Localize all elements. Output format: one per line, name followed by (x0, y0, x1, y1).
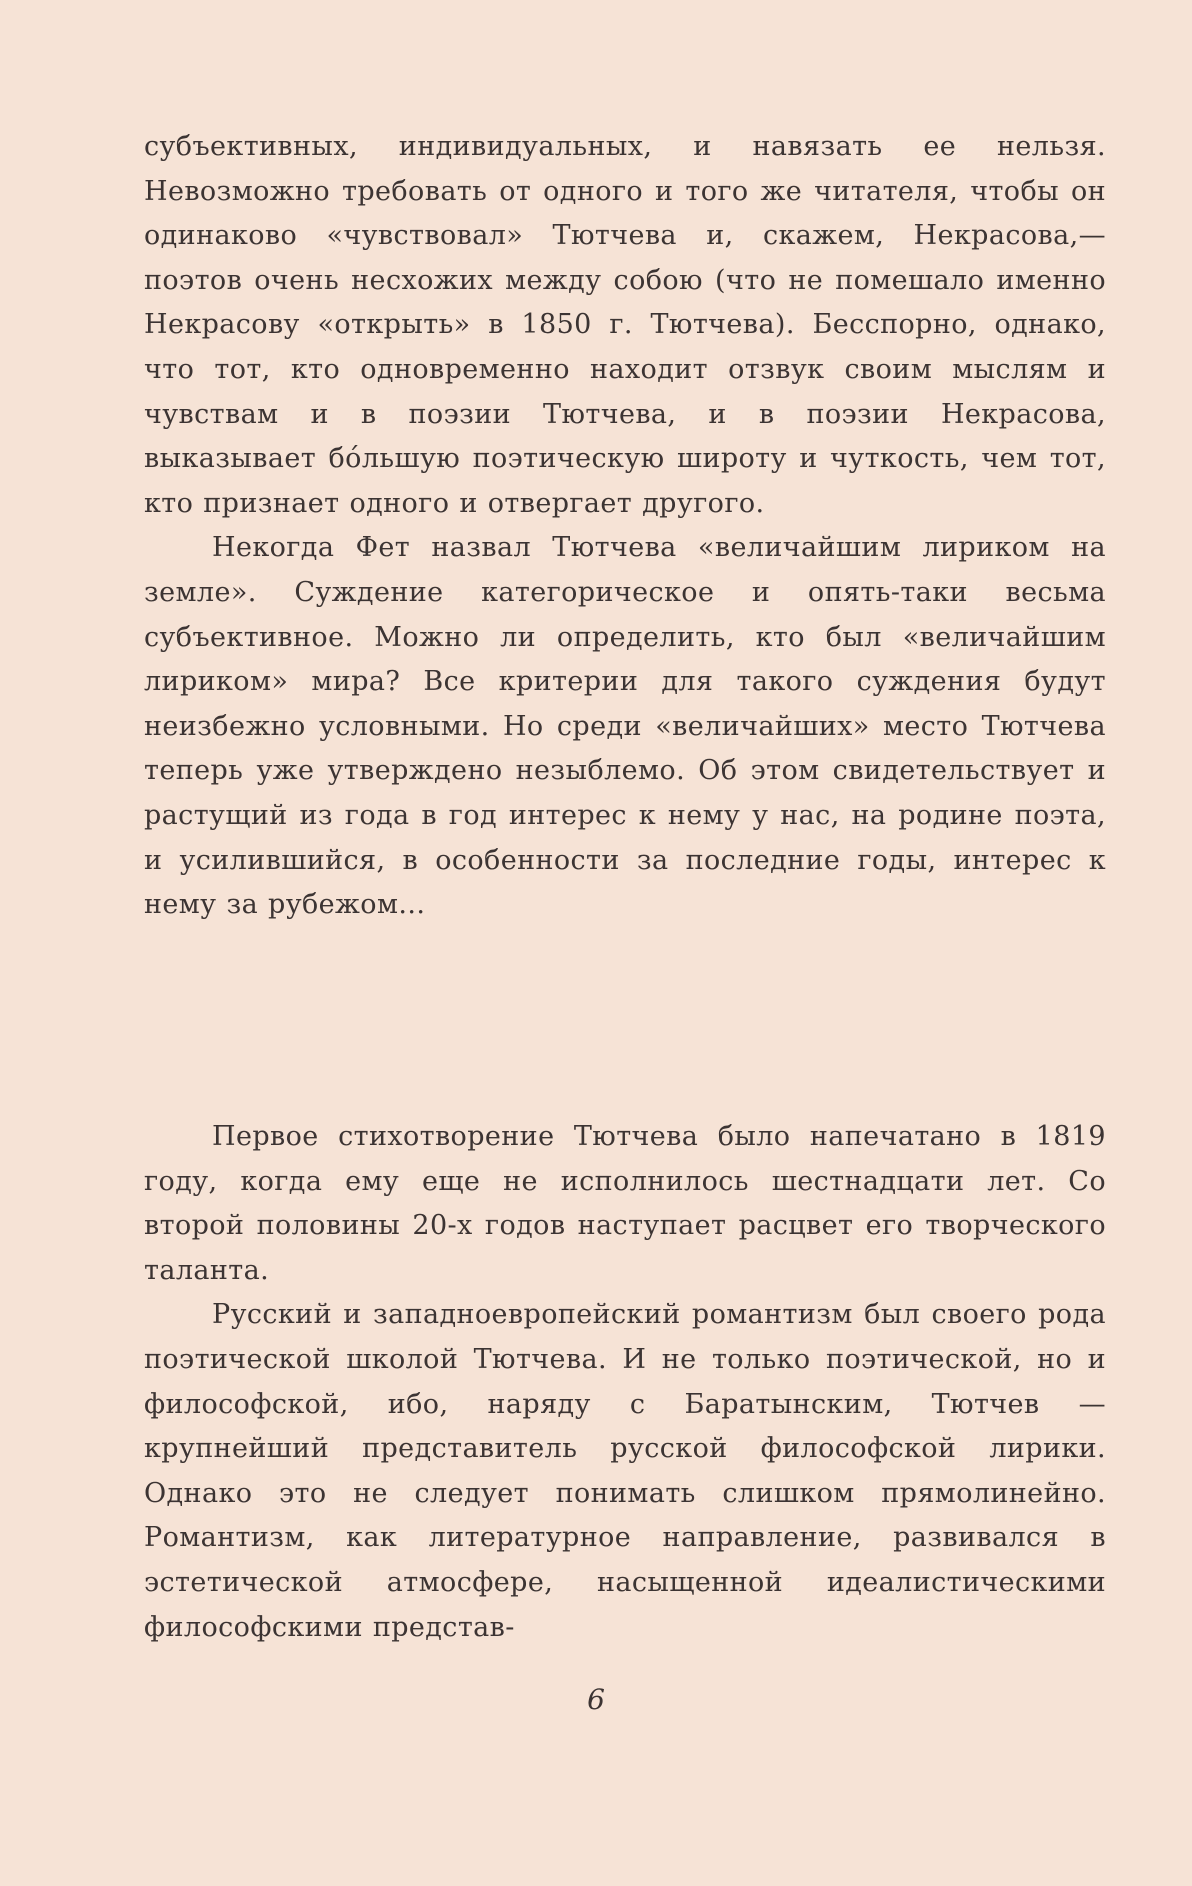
page-number: 6 (587, 1683, 605, 1716)
paragraph-continuation: субъективных, индивидуальных, и навязать ее нельзя. Невозможно требовать от одного и того же читателя, чтобы он одинаково «чувствовал» Тютчева и, скажем, Некрасова,— поэтов очень несхожих между собою (что не помешало именно Некрасову «открыть» в 1850 г. Тютчева). Бесспорно, однако, что тот, кто одновременно находит отзвук своим мыслям и чувствам и в поэзии Тютчева, и в поэзии Некрасова, выказывает бо́льшую поэтическую широту и чуткость, чем тот, кто признает одного и отвергает другого. (144, 131, 1106, 519)
paragraph-first-poem: Первое стихотворение Тютчева было напечатано в 1819 году, когда ему еще не исполнилось шестнадцати лет. Со второй половины 20-х годов наступает расцвет его творческого таланта. (144, 1121, 1106, 1286)
text-block-upper (144, 125, 1106, 928)
paragraph-romanticism: Русский и западноевропейский романтизм был своего рода поэтической школой Тютчева. И не только поэтической, но и философской, ибо, наряду с Баратынским, Тютчев — крупнейший представитель русской философской лирики. Однако это не следует понимать слишком прямолинейно. Романтизм, как литературное направление, развивался в эстетической атмосфере, насыщенной идеалистическими философскими представ- (144, 1299, 1106, 1643)
text-block-lower (144, 1115, 1106, 1650)
paragraph-fet-quote: Некогда Фет назвал Тютчева «величайшим лириком на земле». Суждение категорическое и опять-таки весьма субъективное. Можно ли определить, кто был «величайшим лириком» мира? Все критерии для такого суждения будут неизбежно условными. Но среди «величайших» место Тютчева теперь уже утверждено незыблемо. Об этом свидетельствует и растущий из года в год интерес к нему у нас, на родине поэта, и усилившийся, в особенности за последние годы, интерес к нему за рубежом... (144, 532, 1106, 921)
